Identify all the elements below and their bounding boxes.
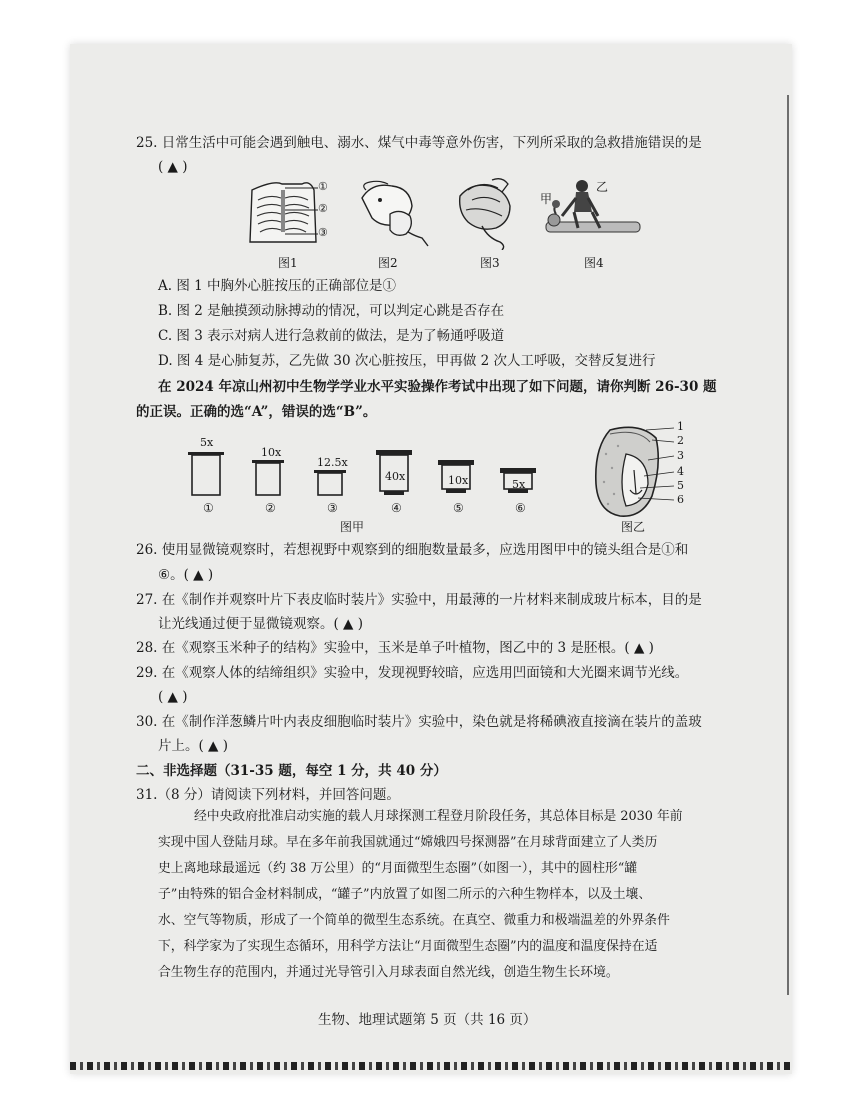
q29-line-2: ( ▲ ) [158, 689, 188, 705]
fig4-label-yi: 乙 [596, 180, 609, 194]
fig-yi-label-5: 5 [677, 479, 684, 492]
fig-jia-lenses [186, 438, 546, 498]
lens-5-mag: 10x [448, 474, 469, 487]
lens-6-num: ⑥ [515, 501, 526, 515]
fig4-label-jia: 甲 [540, 192, 553, 206]
q31-passage-line-7: 合生物生存的范围内，并通过光导管引入月球表面自然光线，创造生物生长环境。 [158, 965, 619, 980]
intro-line-1: 在 2024 年凉山州初中生物学学业水平实验操作考试中出现了如下问题，请你判断 26-30 题 [158, 379, 717, 395]
scan-border-pattern [70, 1062, 790, 1070]
q29-line-1: 29. 在《观察人体的结缔组织》实验中，发现视野较暗，应选用凹面镜和大光圈来调节光线。 [136, 665, 689, 681]
fig-jia-caption: 图甲 [340, 520, 365, 534]
q31-passage-line-5: 水、空气等物质，形成了一个简单的微型生态系统。在真空、微重力和极端温差的外界条件 [158, 913, 670, 928]
q25-option-b: B. 图 2 是触摸颈动脉搏动的情况，可以判定心跳是否存在 [158, 303, 505, 319]
q30-line-1: 30. 在《制作洋葱鳞片叶内表皮细胞临时装片》实验中，染色就是将稀碘液直接滴在装片的盖玻 [136, 714, 702, 730]
fig-yi-label-1: 1 [677, 420, 684, 433]
lens-4-mag: 40x [385, 470, 406, 483]
q25-option-a: A. 图 1 中胸外心脏按压的正确部位是① [158, 278, 397, 294]
q31-passage-line-2: 实现中国人登陆月球。早在多年前我国就通过“嫦娥四号探测器”在月球背面建立了人类历 [158, 835, 658, 850]
fig4-cpr-illustration [538, 178, 646, 244]
q31-head: 31.（8 分）请阅读下列材料，并回答问题。 [136, 787, 400, 803]
q25-option-c: C. 图 3 表示对病人进行急救前的做法，是为了畅通呼吸道 [158, 328, 505, 344]
fig1-chest-illustration [244, 180, 354, 248]
q26-line-1: 26. 使用显微镜观察时，若想视野中观察到的细胞数量最多，应选用图甲中的镜头组合是①和 [136, 542, 689, 558]
lens-3-num: ③ [327, 501, 338, 515]
fig2-pulse-illustration [352, 178, 432, 248]
q28-line-1: 28. 在《观察玉米种子的结构》实验中，玉米是单子叶植物，图乙中的 3 是胚根。( ▲ ) [136, 640, 654, 656]
fig-yi-caption: 图乙 [621, 520, 646, 534]
fig4-caption: 图4 [584, 256, 604, 270]
q25-option-d: D. 图 4 是心肺复苏，乙先做 30 次心脏按压，甲再做 2 次人工呼吸，交替反复进行 [158, 353, 656, 369]
q26-line-2: ⑥。( ▲ ) [158, 567, 214, 583]
fig1-caption: 图1 [278, 256, 298, 270]
q27-line-1: 27. 在《制作并观察叶片下表皮临时装片》实验中，用最薄的一片材料来制成玻片标本，目的是 [136, 592, 702, 608]
q25-stem: 25. 日常生活中可能会遇到触电、溺水、煤气中毒等意外伤害，下列所采取的急救措施错误的是 [136, 135, 702, 151]
paper-edge-line [787, 95, 789, 995]
q31-passage-line-1: 经中央政府批准启动实施的载人月球探测工程登月阶段任务，其总体目标是 2030 年前 [194, 809, 683, 824]
q31-passage-line-6: 下，科学家为了实现生态循环，用科学方法让“月面微型生态圈”内的温度和温度保持在适 [158, 939, 658, 954]
q25-answer-slot: ( ▲ ) [158, 159, 188, 175]
intro-line-2: 的正误。正确的选“A”，错误的选“B”。 [136, 404, 377, 420]
lens-4-num: ④ [391, 501, 402, 515]
lens-1-mag: 5x [200, 436, 214, 449]
fig-yi-corn-seed [590, 424, 690, 520]
lens-3-mag: 12.5x [317, 456, 348, 469]
fig-yi-label-3: 3 [677, 449, 684, 462]
section-2-heading: 二、非选择题（31-35 题，每空 1 分，共 40 分） [136, 763, 447, 779]
fig3-airway-illustration [452, 176, 524, 250]
fig2-caption: 图2 [378, 256, 398, 270]
q27-line-2: 让光线通过便于显微镜观察。( ▲ ) [158, 616, 363, 632]
q31-passage-line-4: 子”由特殊的铝合金材料制成，“罐子”内放置了如图二所示的六种生物样本，以及土壤、 [158, 887, 652, 902]
q31-passage-line-3: 史上离地球最遥远（约 38 万公里）的“月面微型生态圈”（如图一），其中的圆柱形“罐 [158, 861, 638, 876]
fig1-marker-1: ① [318, 180, 328, 193]
lens-6-mag: 5x [512, 478, 526, 491]
fig-yi-label-2: 2 [677, 434, 684, 447]
q30-line-2: 片上。( ▲ ) [158, 738, 228, 754]
lens-2-mag: 10x [261, 446, 282, 459]
fig1-marker-2: ② [318, 202, 328, 215]
page-footer: 生物、地理试题第 5 页（共 16 页） [318, 1012, 537, 1028]
lens-5-num: ⑤ [453, 501, 464, 515]
fig-yi-label-6: 6 [677, 493, 684, 506]
fig1-marker-3: ③ [318, 226, 328, 239]
fig-yi-label-4: 4 [677, 465, 684, 478]
lens-1-num: ① [203, 501, 214, 515]
lens-2-num: ② [265, 501, 276, 515]
fig3-caption: 图3 [480, 256, 500, 270]
